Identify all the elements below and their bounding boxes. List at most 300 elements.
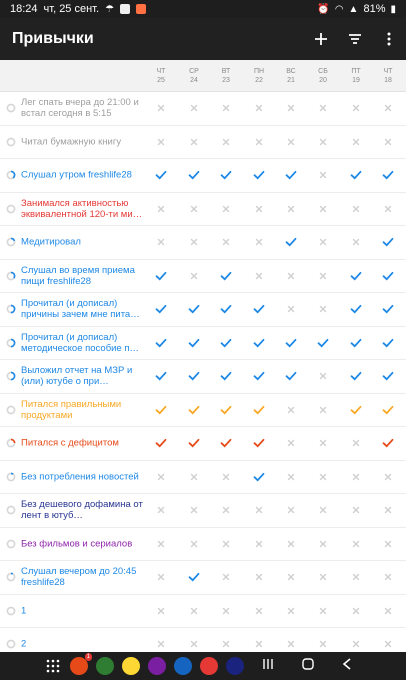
habit-unchecked[interactable]	[309, 101, 337, 115]
habit-unchecked[interactable]	[342, 101, 370, 115]
day-of-week: ПН	[253, 68, 265, 75]
habit-unchecked[interactable]	[342, 537, 370, 551]
navigator-icon[interactable]	[122, 657, 140, 675]
cross-icon	[352, 138, 360, 146]
habit-unchecked[interactable]	[212, 235, 240, 249]
check-icon	[188, 371, 200, 381]
cross-icon	[222, 138, 230, 146]
habit-score-ring-icon	[6, 472, 16, 482]
check-icon	[155, 371, 167, 381]
habit-unchecked[interactable]	[342, 604, 370, 618]
habit-score-ring-icon	[6, 539, 16, 549]
cross-icon	[190, 540, 198, 548]
cross-icon	[319, 238, 327, 246]
habit-checkmark[interactable]	[342, 369, 370, 383]
habit-row[interactable]	[0, 126, 406, 160]
cross-icon	[255, 573, 263, 581]
habit-row[interactable]	[0, 595, 406, 629]
cross-icon	[157, 506, 165, 514]
check-icon	[188, 405, 200, 415]
check-icon	[188, 304, 200, 314]
habit-unchecked[interactable]	[374, 202, 402, 216]
cross-icon	[222, 473, 230, 481]
day-of-week: СР	[189, 68, 199, 75]
day-number: 24	[190, 77, 198, 84]
habit-unchecked[interactable]	[180, 202, 208, 216]
habit-unchecked[interactable]	[245, 637, 273, 651]
habit-unchecked[interactable]	[180, 235, 208, 249]
cross-icon	[384, 573, 392, 581]
check-icon	[253, 405, 265, 415]
day-number: 20	[319, 77, 327, 84]
habit-score-ring-icon	[6, 405, 16, 415]
habit-checkmark[interactable]	[245, 302, 273, 316]
habit-row[interactable]	[0, 260, 406, 294]
habit-row[interactable]	[0, 461, 406, 495]
habit-checkmark[interactable]	[147, 269, 175, 283]
cross-icon	[287, 607, 295, 615]
check-icon	[350, 405, 362, 415]
cross-icon	[319, 138, 327, 146]
day-column-header	[309, 67, 337, 85]
habit-checkmark[interactable]	[277, 369, 305, 383]
back-icon	[342, 658, 352, 670]
habit-name: 2	[21, 638, 27, 650]
habit-unchecked[interactable]	[245, 503, 273, 517]
habit-unchecked[interactable]	[277, 537, 305, 551]
habit-score-ring-icon	[6, 438, 16, 448]
cross-icon	[190, 104, 198, 112]
habit-checkmark[interactable]	[245, 470, 273, 484]
habit-unchecked[interactable]	[245, 537, 273, 551]
habit-unchecked[interactable]	[277, 202, 305, 216]
alarm-icon: ⏰	[317, 3, 330, 15]
cross-icon	[287, 439, 295, 447]
cross-icon	[222, 104, 230, 112]
check-icon	[220, 170, 232, 180]
cross-icon	[319, 506, 327, 514]
cross-icon	[255, 640, 263, 648]
habit-name: 1	[21, 605, 27, 617]
cross-icon	[287, 138, 295, 146]
habit-checkmark[interactable]	[212, 436, 240, 450]
cross-icon	[319, 540, 327, 548]
habit-name: Слушал вечером до 20:45 freshlife28	[21, 566, 137, 589]
habit-unchecked[interactable]	[342, 570, 370, 584]
habit-row[interactable]	[0, 226, 406, 260]
habit-unchecked[interactable]	[212, 135, 240, 149]
habit-unchecked[interactable]	[277, 570, 305, 584]
habit-checkmark[interactable]	[342, 168, 370, 182]
habit-unchecked[interactable]	[309, 235, 337, 249]
voice-icon[interactable]	[174, 657, 192, 675]
habit-unchecked[interactable]	[374, 537, 402, 551]
habit-name: Читал бумажную книгу	[21, 136, 122, 148]
day-column-header	[245, 67, 273, 85]
cross-icon	[319, 439, 327, 447]
cross-icon	[287, 473, 295, 481]
habit-unchecked[interactable]	[309, 202, 337, 216]
notification-icon	[120, 4, 130, 14]
habit-unchecked[interactable]	[147, 135, 175, 149]
habit-unchecked[interactable]	[180, 135, 208, 149]
cross-icon	[319, 607, 327, 615]
notification-badge: 1	[86, 654, 90, 660]
cross-icon	[319, 372, 327, 380]
habit-unchecked[interactable]	[309, 168, 337, 182]
check-icon	[253, 371, 265, 381]
habit-unchecked[interactable]	[147, 637, 175, 651]
habit-unchecked[interactable]	[212, 570, 240, 584]
check-icon	[155, 405, 167, 415]
habit-checkmark[interactable]	[277, 235, 305, 249]
habit-checkmark[interactable]	[180, 168, 208, 182]
cross-icon	[384, 506, 392, 514]
habit-unchecked[interactable]	[277, 470, 305, 484]
habit-unchecked[interactable]	[277, 436, 305, 450]
habit-unchecked[interactable]	[374, 604, 402, 618]
app-tray-icon[interactable]	[70, 654, 90, 675]
habit-checkmark[interactable]	[374, 302, 402, 316]
habit-checkmark[interactable]	[212, 403, 240, 417]
cross-icon	[319, 473, 327, 481]
cross-icon	[287, 272, 295, 280]
habit-unchecked[interactable]	[245, 269, 273, 283]
day-of-week: СБ	[318, 68, 328, 75]
habit-unchecked[interactable]	[342, 235, 370, 249]
habit-checkmark[interactable]	[374, 403, 402, 417]
habit-unchecked[interactable]	[147, 101, 175, 115]
cross-icon	[352, 205, 360, 213]
habit-checkmark[interactable]	[147, 336, 175, 350]
habit-name: Лег спать вчера до 21:00 и встал сегодня в 5:15	[21, 97, 139, 120]
habit-unchecked[interactable]	[147, 202, 175, 216]
habit-unchecked[interactable]	[147, 537, 175, 551]
phone-app-icon[interactable]	[96, 657, 114, 675]
habit-unchecked[interactable]	[309, 604, 337, 618]
back-button[interactable]	[342, 657, 352, 675]
habit-checkmark[interactable]	[245, 436, 273, 450]
day-of-week: ПТ	[351, 68, 361, 75]
habit-row[interactable]	[0, 193, 406, 227]
habit-unchecked[interactable]	[180, 537, 208, 551]
habit-checkmark[interactable]	[147, 302, 175, 316]
day-column-header	[342, 67, 370, 85]
check-icon	[253, 304, 265, 314]
cross-icon	[157, 473, 165, 481]
habit-name: Прочитал (и дописал) методическое пособие п…	[21, 331, 140, 354]
check-icon	[188, 438, 200, 448]
habit-unchecked[interactable]	[277, 637, 305, 651]
cross-icon	[384, 607, 392, 615]
habit-unchecked[interactable]	[309, 537, 337, 551]
cross-icon	[319, 272, 327, 280]
home-icon	[302, 658, 314, 670]
cross-icon	[287, 506, 295, 514]
habit-score-ring-icon	[6, 137, 16, 147]
cross-icon	[222, 506, 230, 514]
habit-checkmark[interactable]	[147, 369, 175, 383]
habit-score-ring-icon	[6, 572, 16, 582]
habit-unchecked[interactable]	[212, 604, 240, 618]
habit-unchecked[interactable]	[342, 135, 370, 149]
habit-row[interactable]	[0, 427, 406, 461]
check-icon	[382, 271, 394, 281]
check-icon	[220, 271, 232, 281]
habit-score-ring-icon	[6, 204, 16, 214]
habit-checkmark[interactable]	[374, 369, 402, 383]
day-column-header	[212, 67, 240, 85]
habit-unchecked[interactable]	[374, 503, 402, 517]
cross-icon	[157, 238, 165, 246]
apps-grid-icon[interactable]	[44, 657, 62, 675]
habit-checkmark[interactable]	[147, 168, 175, 182]
habit-unchecked[interactable]	[277, 302, 305, 316]
habit-unchecked[interactable]	[374, 135, 402, 149]
habit-unchecked[interactable]	[277, 269, 305, 283]
habit-checkmark[interactable]	[180, 570, 208, 584]
cross-icon	[255, 104, 263, 112]
habit-name: Питался правильными продуктами	[21, 398, 122, 421]
habit-checkmark[interactable]	[180, 369, 208, 383]
habit-checkmark[interactable]	[245, 168, 273, 182]
habit-row[interactable]	[0, 394, 406, 428]
habit-unchecked[interactable]	[374, 470, 402, 484]
habit-unchecked[interactable]	[147, 470, 175, 484]
add-habit-button[interactable]	[304, 22, 338, 56]
habit-unchecked[interactable]	[277, 503, 305, 517]
habit-unchecked[interactable]	[212, 503, 240, 517]
habit-unchecked[interactable]	[309, 269, 337, 283]
habit-checkmark[interactable]	[342, 302, 370, 316]
cross-icon	[287, 406, 295, 414]
check-icon	[382, 304, 394, 314]
habit-unchecked[interactable]	[309, 436, 337, 450]
more-options-button[interactable]	[372, 22, 406, 56]
habit-checkmark[interactable]	[374, 336, 402, 350]
habit-name: Без фильмов и сериалов	[21, 538, 133, 550]
day-of-week: ВС	[286, 68, 296, 75]
habit-unchecked[interactable]	[277, 403, 305, 417]
habit-unchecked[interactable]	[212, 637, 240, 651]
habit-unchecked[interactable]	[212, 101, 240, 115]
habit-row[interactable]	[0, 360, 406, 394]
check-icon	[220, 338, 232, 348]
habit-unchecked[interactable]	[374, 637, 402, 651]
habit-checkmark[interactable]	[245, 369, 273, 383]
status-time: 18:24	[10, 3, 38, 15]
habit-name: Питался с дефицитом	[21, 437, 119, 449]
habit-checkmark[interactable]	[212, 168, 240, 182]
habit-row[interactable]	[0, 92, 406, 126]
habit-row[interactable]	[0, 159, 406, 193]
habit-checkmark[interactable]	[342, 336, 370, 350]
cross-icon	[319, 171, 327, 179]
habit-unchecked[interactable]	[309, 503, 337, 517]
app-bar	[0, 18, 406, 60]
habit-unchecked[interactable]	[245, 135, 273, 149]
habit-unchecked[interactable]	[374, 570, 402, 584]
check-icon	[285, 338, 297, 348]
habit-unchecked[interactable]	[147, 235, 175, 249]
habit-name: Без дешевого дофамина от лент в ютуб…	[21, 499, 143, 522]
habit-checkmark[interactable]	[147, 436, 175, 450]
habit-checkmark[interactable]	[374, 168, 402, 182]
day-number: 25	[157, 77, 165, 84]
habit-checkmark[interactable]	[342, 403, 370, 417]
habit-unchecked[interactable]	[245, 101, 273, 115]
habit-unchecked[interactable]	[309, 470, 337, 484]
habit-checkmark[interactable]	[374, 269, 402, 283]
habit-unchecked[interactable]	[342, 503, 370, 517]
cross-icon	[222, 573, 230, 581]
habit-score-ring-icon	[6, 170, 16, 180]
habit-unchecked[interactable]	[180, 503, 208, 517]
launcher-icon[interactable]	[226, 657, 244, 675]
habit-unchecked[interactable]	[277, 135, 305, 149]
habit-unchecked[interactable]	[212, 202, 240, 216]
cross-icon	[319, 573, 327, 581]
home-button[interactable]	[302, 657, 314, 675]
cross-icon	[190, 607, 198, 615]
habit-unchecked[interactable]	[277, 604, 305, 618]
check-icon	[220, 405, 232, 415]
habit-score-ring-icon	[6, 237, 16, 247]
habit-checkmark[interactable]	[147, 403, 175, 417]
habit-unchecked[interactable]	[309, 302, 337, 316]
cross-icon	[287, 540, 295, 548]
recents-button[interactable]	[262, 657, 274, 675]
habit-unchecked[interactable]	[147, 503, 175, 517]
cross-icon	[190, 272, 198, 280]
cross-icon	[157, 640, 165, 648]
habit-unchecked[interactable]	[147, 604, 175, 618]
habit-checkmark[interactable]	[212, 269, 240, 283]
habit-checkmark[interactable]	[374, 235, 402, 249]
habit-checkmark[interactable]	[180, 302, 208, 316]
habit-checkmark[interactable]	[245, 403, 273, 417]
habit-unchecked[interactable]	[245, 604, 273, 618]
habit-row[interactable]	[0, 327, 406, 361]
habit-score-ring-icon	[6, 606, 16, 616]
cross-icon	[384, 640, 392, 648]
cross-icon	[222, 238, 230, 246]
habit-unchecked[interactable]	[374, 101, 402, 115]
habit-unchecked[interactable]	[309, 403, 337, 417]
filter-button[interactable]	[338, 22, 372, 56]
habit-unchecked[interactable]	[245, 235, 273, 249]
habit-unchecked[interactable]	[147, 570, 175, 584]
habit-unchecked[interactable]	[342, 470, 370, 484]
habit-unchecked[interactable]	[180, 470, 208, 484]
habit-unchecked[interactable]	[180, 101, 208, 115]
check-icon	[188, 572, 200, 582]
habit-name: Слушал утром freshlife28	[21, 169, 132, 181]
habit-unchecked[interactable]	[342, 436, 370, 450]
day-number: 23	[222, 77, 230, 84]
habit-unchecked[interactable]	[245, 202, 273, 216]
check-icon	[350, 304, 362, 314]
camera-icon[interactable]	[200, 657, 218, 675]
habit-checkmark[interactable]	[180, 403, 208, 417]
check-icon	[188, 338, 200, 348]
habit-checkmark[interactable]	[277, 336, 305, 350]
habit-unchecked[interactable]	[342, 637, 370, 651]
habit-unchecked[interactable]	[277, 101, 305, 115]
weather-icon: ☂	[105, 3, 115, 15]
habit-checkmark[interactable]	[212, 302, 240, 316]
cross-icon	[352, 104, 360, 112]
habit-unchecked[interactable]	[180, 269, 208, 283]
day-column-header	[374, 67, 402, 85]
habit-unchecked[interactable]	[212, 470, 240, 484]
check-icon	[382, 405, 394, 415]
status-bar	[0, 0, 406, 18]
habit-row[interactable]	[0, 494, 406, 528]
cross-icon	[319, 640, 327, 648]
cross-icon	[190, 640, 198, 648]
check-icon	[285, 371, 297, 381]
habit-checkmark[interactable]	[277, 168, 305, 182]
cross-icon	[255, 607, 263, 615]
check-icon	[382, 438, 394, 448]
cross-icon	[157, 104, 165, 112]
habit-unchecked[interactable]	[212, 537, 240, 551]
habit-checkmark[interactable]	[180, 436, 208, 450]
check-icon	[285, 170, 297, 180]
habit-row[interactable]	[0, 293, 406, 327]
habit-unchecked[interactable]	[309, 637, 337, 651]
signal-icon: ▲	[348, 3, 359, 15]
habit-unchecked[interactable]	[309, 369, 337, 383]
habit-checkmark[interactable]	[212, 336, 240, 350]
cross-icon	[255, 238, 263, 246]
viber-icon[interactable]	[148, 657, 166, 675]
habit-checkmark[interactable]	[245, 336, 273, 350]
cross-icon	[384, 104, 392, 112]
check-icon	[253, 338, 265, 348]
habit-score-ring-icon	[6, 338, 16, 348]
habit-row[interactable]	[0, 561, 406, 595]
habit-unchecked[interactable]	[180, 604, 208, 618]
cross-icon	[222, 205, 230, 213]
cross-icon	[352, 607, 360, 615]
cross-icon	[352, 506, 360, 514]
habit-checkmark[interactable]	[309, 336, 337, 350]
habit-name: Занимался активностью эквивалентной 120-ти ми…	[21, 197, 143, 220]
habit-unchecked[interactable]	[342, 202, 370, 216]
habit-unchecked[interactable]	[309, 570, 337, 584]
cross-icon	[157, 540, 165, 548]
habit-unchecked[interactable]	[180, 637, 208, 651]
habit-checkmark[interactable]	[342, 269, 370, 283]
habit-checkmark[interactable]	[180, 336, 208, 350]
habit-checkmark[interactable]	[374, 436, 402, 450]
habit-unchecked[interactable]	[245, 570, 273, 584]
cross-icon	[157, 205, 165, 213]
habit-name: Выложил отчет на МЗР и (или) ютубе о при…	[21, 365, 133, 388]
habit-row[interactable]	[0, 528, 406, 562]
cross-icon	[190, 238, 198, 246]
habit-name: Слушал во время приема пищи freshlife28	[21, 264, 135, 287]
cross-icon	[222, 540, 230, 548]
cross-icon	[157, 607, 165, 615]
habit-checkmark[interactable]	[212, 369, 240, 383]
add-icon	[314, 32, 328, 46]
habit-unchecked[interactable]	[309, 135, 337, 149]
wifi-icon: ◠	[334, 3, 344, 15]
habit-score-ring-icon	[6, 371, 16, 381]
